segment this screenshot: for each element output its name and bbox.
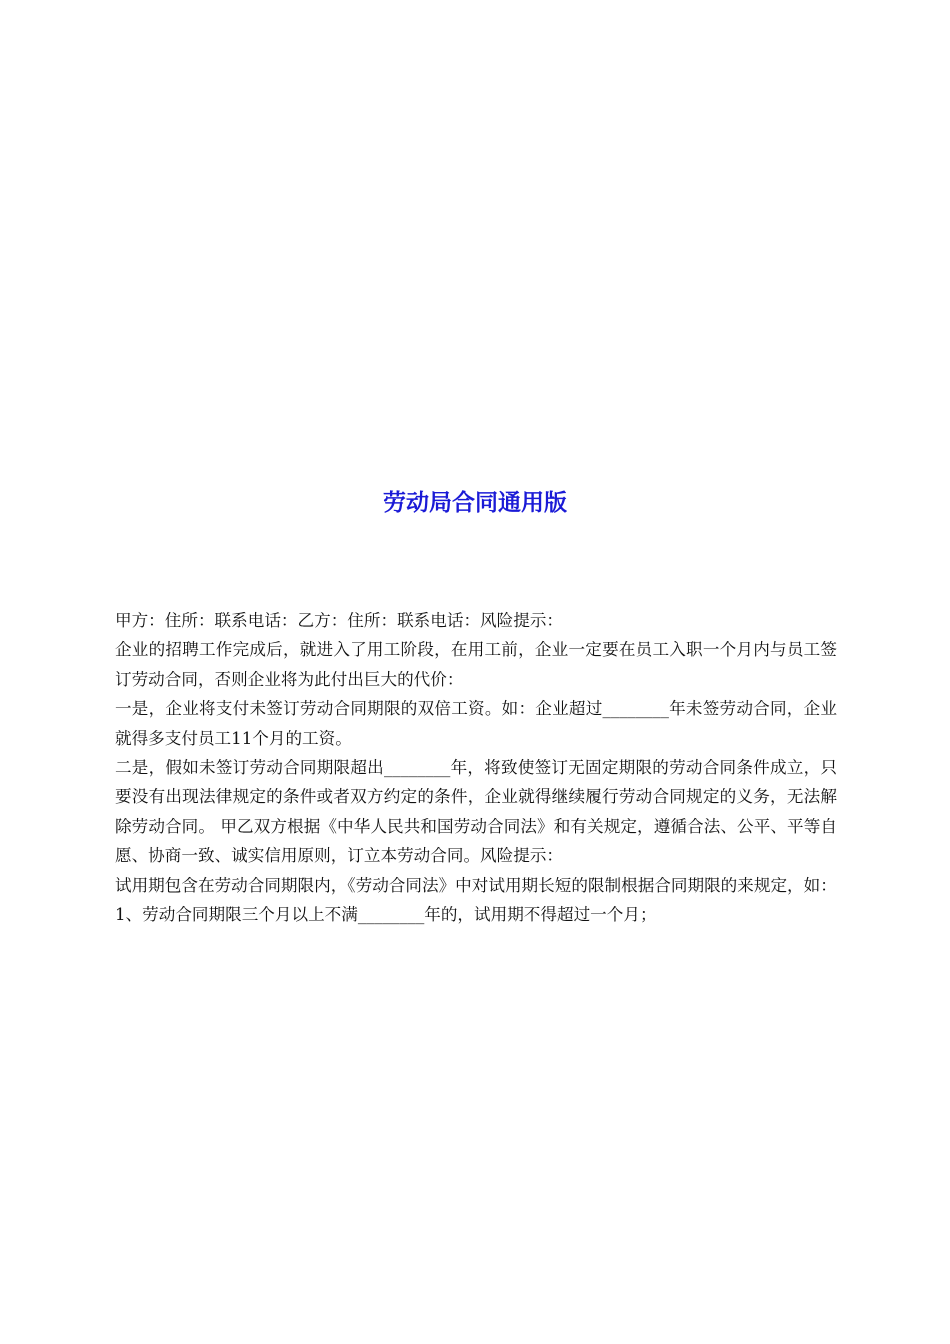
paragraph-risk-two: 二是，假如未签订劳动合同期限超出________年，将致使签订无固定期限的劳动合同条件成立，只要没有出现法律规定的条件或者双方约定的条件，企业就得继续履行劳动合同规定的义务，无法解除劳动合同。 甲乙双方根据《中华人民共和国劳动合同法》和有关规定，遵循合法、公平、平等自愿、协商一致、诚实信用原则，订立本劳动合同。风险提示： bbox=[115, 758, 837, 866]
document-title: 劳动局合同通用版 bbox=[383, 490, 567, 516]
paragraph-hiring-notice: 企业的招聘工作完成后，就进入了用工阶段，在用工前，企业一定要在员工入职一个月内与员工签订劳动合同，否则企业将为此付出巨大的代价： bbox=[115, 640, 837, 689]
paragraph-clause-one: 1、劳动合同期限三个月以上不满________年的，试用期不得超过一个月； bbox=[115, 905, 657, 925]
document-body bbox=[115, 606, 837, 929]
paragraph-parties: 甲方：住所：联系电话：乙方：住所：联系电话：风险提示： bbox=[115, 611, 564, 630]
paragraph-risk-one: 一是，企业将支付未签订劳动合同期限的双倍工资。如：企业超过________年未签劳动合同，企业就得多支付员工11个月的工资。 bbox=[115, 699, 837, 748]
paragraph-probation: 试用期包含在劳动合同期限内，《劳动合同法》中对试用期长短的限制根据合同期限的来规定，如： bbox=[115, 875, 837, 895]
